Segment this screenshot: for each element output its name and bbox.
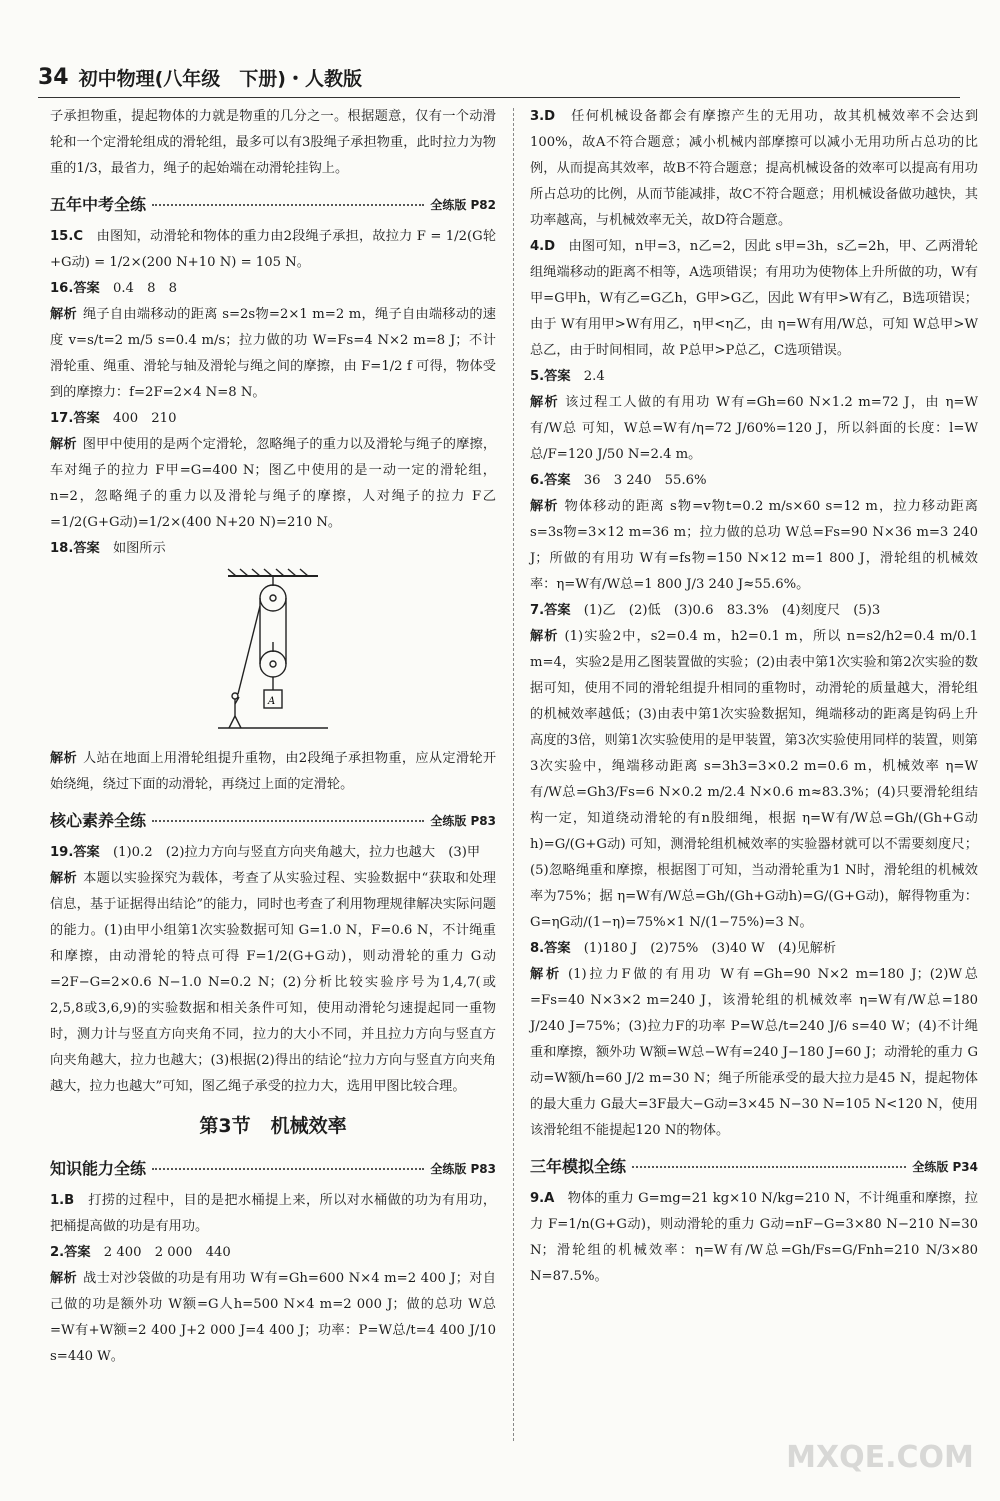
- section-header-core-literacy: 核心素养全练 全练版 P83: [50, 811, 496, 830]
- section-header-three-year: 三年模拟全练 全练版 P34: [530, 1157, 978, 1176]
- header-rule: [38, 97, 960, 98]
- question-1: 1.B 打捞的过程中，目的是把水桶提上来，所以对水桶做的功为有用功，把桶提高做的功是有用功。: [50, 1193, 497, 1234]
- left-column: [50, 104, 496, 1370]
- book-title: 初中物理(八年级 下册)・人教版: [78, 67, 362, 90]
- pulley-diagram: [208, 566, 338, 742]
- page-number: 34: [38, 64, 69, 90]
- section-header-five-year: 五年中考全练 全练版 P82: [50, 195, 496, 214]
- question-7-answer: 7.答案 (1)乙 (2)低 (3)0.6 83.3% (4)刻度尺 (5)3: [530, 603, 881, 618]
- intro-text: 子承担物重，提起物体的力就是物重的几分之一。根据题意，仅有一个动滑轮和一个定滑轮组成的滑轮组，最多可以有3股绳子承担物重，此时拉力为物重的1/3，最省力，绳子的起始端在动滑轮挂钩上。: [50, 109, 496, 176]
- question-18-answer: 18.答案 如图所示: [50, 541, 166, 556]
- question-18-analysis: 解析 人站在地面上用滑轮组提升重物，由2段绳子承担物重，应从定滑轮开始绕绳，绕过下面的动滑轮，再绕过上面的定滑轮。: [50, 751, 497, 792]
- question-17-answer: 17.答案 400 210: [50, 411, 177, 426]
- question-19-analysis: 解析 本题以实验探究为载体，考查了从实验过程、实验数据中“获取和处理信息，基于证据得出结论”的能力，同时也考查了利用物理规律解决实际问题的能力。(1)由甲小组第1次实验数据可知 G=1.0 N，F=0.6 N，不计绳重和摩擦，由动滑轮的特点可得 F=1/2(G+G动)，则动滑轮的重力 G动=2F−G=2×0.6 N−1.0 N=0.2 N；(2)分析比较实验序号为1,4,7(或2,5,8或3,6,9)的实验数据和相关条件可知，使用动滑轮匀速提起同一重物时，测力计与竖直方向夹角不同，拉力的大小不同，并且拉力方向与竖直方向夹角越大，拉力也越大；(3)根据(2)得出的结论“拉力方向与竖直方向夹角越大，拉力也越大”可知，图乙绳子承受的拉力大，选用甲图比较合理。: [50, 871, 496, 1094]
- pulley-figure: [50, 566, 496, 742]
- question-8-analysis: 解析 (1)拉力F做的有用功 W有=Gh=90 N×2 m=180 J；(2)W总=Fs=40 N×3×2 m=240 J，该滑轮组的机械效率 η=W有/W总=180 J/240 J=75%；(3)拉力F的功率 P=W总/t=240 J/6 s=40 W；(4)不计绳重和摩擦，额外功 W额=W总−W有=240 J−180 J=60 J；动滑轮的重力 G动=W额/h=60 J/2 m=30 N；绳子所能承受的最大拉力是45 N，提起物体的最大重力 G最大=3F最大−G动=3×45 N−30 N=105 N<120 N，使用该滑轮组不能提起120 N的物体。: [530, 967, 978, 1138]
- question-2-answer: 2.答案 2 400 2 000 440: [50, 1245, 231, 1260]
- question-6-analysis: 解析 物体移动的距离 s物=v物t=0.2 m/s×60 s=12 m，拉力移动距离 s=3s物=3×12 m=36 m；拉力做的总功 W总=Fs=90 N×36 m=3 240 J；所做的有用功 W有=fs物=150 N×12 m=1 800 J，滑轮组的机械效率：η=W有/W总=1 800 J/3 240 J≈55.6%。: [530, 499, 978, 592]
- chapter-title: 第3节 机械效率: [199, 1115, 347, 1137]
- question-17-analysis: 解析 图甲中使用的是两个定滑轮，忽略绳子的重力以及滑轮与绳子的摩擦，车对绳子的拉力 F甲=G=400 N；图乙中使用的是一动一定的滑轮组，n=2，忽略绳子的重力以及滑轮与绳子的摩擦，人对绳子的拉力 F乙=1/2(G+G动)=1/2×(400 N+20 N)=210 N。: [50, 437, 497, 530]
- question-6-answer: 6.答案 36 3 240 55.6%: [530, 473, 707, 488]
- right-column: [530, 104, 978, 1290]
- question-9: 9.A 物体的重力 G=mg=21 kg×10 N/kg=210 N，不计绳重和摩擦，拉力 F=1/n(G+G动)，则动滑轮的重力 G动=nF−G=3×80 N−210 N=30 N；滑轮组的机械效率：η=W有/W总=Gh/Fs=G/Fnh=210 N/3×80 N=87.5%。: [530, 1191, 978, 1284]
- question-8-answer: 8.答案 (1)180 J (2)75% (3)40 W (4)见解析: [530, 941, 837, 956]
- svg-text:MXQE.COM: MXQE.COM: [786, 1440, 974, 1475]
- weight-label-a: A: [268, 696, 276, 707]
- section-header-knowledge: 知识能力全练 全练版 P83: [50, 1159, 496, 1178]
- question-4: 4.D 由图可知，n甲=3，n乙=2，因此 s甲=3h，s乙=2h，甲、乙两滑轮组绳端移动的距离不相等，A选项错误；有用功为使物体上升所做的功，W有甲=G甲h，W有乙=G乙h，G甲>G乙，因此 W有甲>W有乙，B选项错误；由于 W有用甲>W有用乙，η甲<η乙，由 η=W有用/W总，可知 W总甲>W总乙，由于时间相同，故 P总甲>P总乙，C选项错误。: [530, 239, 978, 358]
- question-3: 3.D 任何机械设备都会有摩擦产生的无用功，故其机械效率不会达到100%，故A不符合题意；减小机械内部摩擦可以减小无用功所占总功的比例，从而提高其效率，故B不符合题意；提高机械设备的效率可以提高有用功所占总功的比例，从而节能减排，故C不符合题意；用机械设备做功越快，其功率越高，与机械效率无关，故D符合题意。: [530, 109, 979, 228]
- question-16-analysis: 解析 绳子自由端移动的距离 s=2s物=2×1 m=2 m，绳子自由端移动的速度 v=s/t=2 m/5 s=0.4 m/s；拉力做的功 W=Fs=4 N×2 m=8 J；不计滑轮重、绳重、滑轮与轴及滑轮与绳之间的摩擦，由 F=1/2 f 可得，物体受到的摩擦力：f=2F=2×4 N=8 N。: [50, 307, 496, 400]
- question-5-answer: 5.答案 2.4: [530, 369, 605, 384]
- question-2-analysis: 解析 战士对沙袋做的功是有用功 W有=Gh=600 N×4 m=2 400 J；对自己做的功是额外功 W额=G人h=500 N×4 m=2 000 J；做的总功 W总=W有+W额=2 400 J+2 000 J=4 400 J；功率：P=W总/t=4 400 J/10 s=440 W。: [50, 1271, 496, 1364]
- question-15: 15.C 由图知，动滑轮和物体的重力由2段绳子承担，故拉力 F = 1/2(G轮+G动) = 1/2×(200 N+10 N) = 105 N。: [50, 229, 497, 270]
- question-7-analysis: 解析 (1)实验2中，s2=0.4 m，h2=0.1 m，所以 n=s2/h2=0.4 m/0.1 m=4，实验2是用乙图装置做的实验；(2)由表中第1次实验和第2次实验的数据可知，使用不同的滑轮组提升相同的重物时，动滑轮的质量越大，滑轮组的机械效率越低；(3)由表中第1次实验数据知，绳端移动的距离是钩码上升高度的3倍，则第1次实验使用的是甲装置，第3次实验使用同样的装置，则第3次实验中，绳端移动距离 s=3h3=3×0.2 m=0.6 m，机械效率 η=W有/W总=Gh3/Fs=6 N×0.2 m/2.4 N×0.6 m≈83.3%；(4)只要滑轮组结构一定，知道绕动滑轮的有n股细绳，根据 η=W有/W总=Gh/(Gh+G动h)=G/(G+G动) 可知，测滑轮组机械效率的实验器材就可以不需要刻度尺；(5)忽略绳重和摩擦，根据图丁可知，当动滑轮重为1 N时，滑轮组的机械效率为75%；据 η=W有/W总=Gh/(Gh+G动h)=G/(G+G动)，解得物重为：G=ηG动/(1−η)=75%×1 N/(1−75%)=3 N。: [530, 629, 979, 930]
- question-19-answer: 19.答案 (1)0.2 (2)拉力方向与竖直方向夹角越大，拉力也越大 (3)甲: [50, 845, 481, 860]
- question-5-analysis: 解析 该过程工人做的有用功 W有=Gh=60 N×1.2 m=72 J，由 η=W有/W总 可知，W总=W有/η=72 J/60%=120 J，所以斜面的长度：l=W总/F=120 J/50 N=2.4 m。: [530, 395, 978, 462]
- question-16-answer: 16.答案 0.4 8 8: [50, 281, 178, 296]
- page-header: [38, 60, 960, 94]
- watermark-logo: [770, 1415, 990, 1495]
- column-divider: [513, 108, 514, 1441]
